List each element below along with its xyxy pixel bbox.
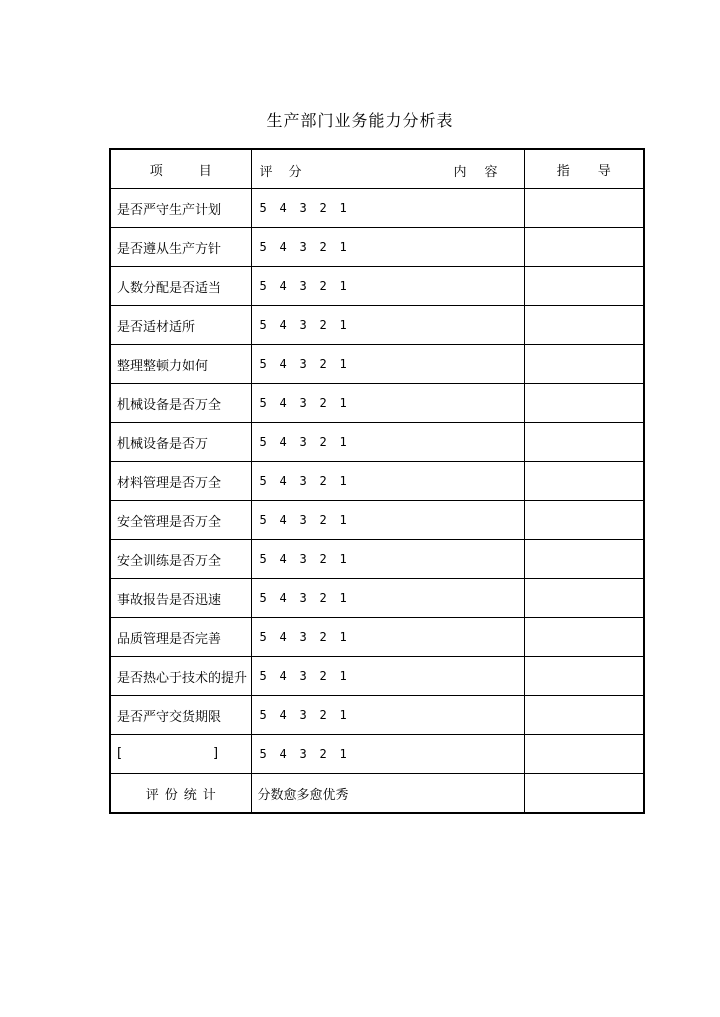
score-option[interactable]: 4 [279, 201, 287, 215]
score-option[interactable]: 5 [259, 708, 267, 722]
header-score: 评 分 [259, 165, 302, 180]
item-label: 机械设备是否万全 [110, 384, 251, 423]
score-option[interactable]: 3 [299, 474, 307, 488]
table-row [110, 189, 644, 228]
table-row [110, 579, 644, 618]
score-option[interactable]: 3 [299, 747, 307, 761]
total-row [110, 774, 644, 814]
score-option[interactable]: 4 [279, 318, 287, 332]
score-option[interactable]: 3 [299, 513, 307, 527]
score-option[interactable]: 1 [339, 357, 347, 371]
item-label: 事故报告是否迅速 [110, 579, 251, 618]
guide-cell[interactable] [524, 501, 644, 540]
score-option[interactable]: 1 [339, 708, 347, 722]
score-option[interactable]: 2 [319, 708, 327, 722]
score-option[interactable]: 3 [299, 708, 307, 722]
score-option[interactable]: 1 [339, 513, 347, 527]
guide-cell[interactable] [524, 579, 644, 618]
score-option[interactable]: 5 [259, 318, 267, 332]
score-option[interactable]: 2 [319, 669, 327, 683]
score-option[interactable]: 4 [279, 552, 287, 566]
table-row [110, 462, 644, 501]
score-option[interactable]: 5 [259, 279, 267, 293]
item-label: 是否热心于技术的提升 [110, 657, 251, 696]
header-score-content [251, 149, 524, 189]
score-option[interactable]: 3 [299, 669, 307, 683]
score-option[interactable]: 4 [279, 279, 287, 293]
score-option[interactable]: 2 [319, 201, 327, 215]
header-item: 项 目 [110, 149, 251, 189]
score-option[interactable]: 5 [259, 435, 267, 449]
score-option[interactable]: 4 [279, 396, 287, 410]
guide-cell[interactable] [524, 189, 644, 228]
score-option[interactable]: 1 [339, 318, 347, 332]
score-option[interactable]: 3 [299, 318, 307, 332]
score-cell [251, 267, 524, 306]
custom-row [110, 735, 644, 774]
header-content: 内 容 [453, 165, 498, 180]
guide-cell[interactable] [524, 618, 644, 657]
item-label: 是否严守生产计划 [110, 189, 251, 228]
score-option[interactable]: 4 [279, 513, 287, 527]
score-cell [251, 657, 524, 696]
table-row [110, 228, 644, 267]
score-option[interactable]: 4 [279, 591, 287, 605]
score-option[interactable]: 1 [339, 630, 347, 644]
guide-cell[interactable] [524, 267, 644, 306]
total-label: 评 份 统 计 [110, 774, 251, 814]
table-row [110, 306, 644, 345]
score-option[interactable]: 5 [259, 513, 267, 527]
score-option[interactable]: 2 [319, 591, 327, 605]
score-option[interactable]: 2 [319, 318, 327, 332]
table-row [110, 267, 644, 306]
item-label: 人数分配是否适当 [110, 267, 251, 306]
custom-guide-cell[interactable] [524, 735, 644, 774]
score-option[interactable]: 3 [299, 357, 307, 371]
score-option[interactable]: 2 [319, 435, 327, 449]
score-option[interactable]: 3 [299, 279, 307, 293]
evaluation-table [109, 148, 645, 814]
score-option[interactable]: 3 [299, 240, 307, 254]
score-option[interactable]: 2 [319, 279, 327, 293]
guide-cell[interactable] [524, 462, 644, 501]
table-row [110, 657, 644, 696]
score-option[interactable]: 2 [319, 474, 327, 488]
table-row [110, 384, 644, 423]
score-option[interactable]: 5 [259, 630, 267, 644]
score-option[interactable]: 1 [339, 474, 347, 488]
score-cell [251, 696, 524, 735]
score-option[interactable]: 2 [319, 240, 327, 254]
score-option[interactable]: 1 [339, 669, 347, 683]
score-option[interactable]: 5 [259, 591, 267, 605]
score-option[interactable]: 4 [279, 435, 287, 449]
score-cell [251, 579, 524, 618]
score-option[interactable]: 2 [319, 552, 327, 566]
item-label: 材料管理是否万全 [110, 462, 251, 501]
score-option[interactable]: 5 [259, 201, 267, 215]
score-option[interactable]: 2 [319, 630, 327, 644]
item-label: 是否严守交货期限 [110, 696, 251, 735]
guide-cell[interactable] [524, 657, 644, 696]
score-option[interactable]: 5 [259, 357, 267, 371]
score-option[interactable]: 4 [279, 357, 287, 371]
item-label: 是否遵从生产方针 [110, 228, 251, 267]
guide-cell[interactable] [524, 384, 644, 423]
score-cell [251, 345, 524, 384]
table-row [110, 696, 644, 735]
total-value: 分数愈多愈优秀 [251, 774, 524, 814]
score-cell [251, 189, 524, 228]
score-option[interactable]: 3 [299, 435, 307, 449]
score-option[interactable]: 5 [259, 240, 267, 254]
table-row [110, 345, 644, 384]
score-cell [251, 501, 524, 540]
guide-cell[interactable] [524, 345, 644, 384]
score-option[interactable]: 5 [259, 669, 267, 683]
score-option[interactable]: 1 [339, 435, 347, 449]
score-option[interactable]: 2 [319, 357, 327, 371]
score-option[interactable]: 2 [319, 513, 327, 527]
score-option[interactable]: 4 [279, 474, 287, 488]
score-option[interactable]: 4 [279, 669, 287, 683]
score-cell [251, 228, 524, 267]
table-row [110, 540, 644, 579]
score-option[interactable]: 1 [339, 396, 347, 410]
score-option[interactable]: 4 [279, 630, 287, 644]
score-cell [251, 618, 524, 657]
score-option[interactable]: 1 [339, 747, 347, 761]
score-option[interactable]: 4 [279, 708, 287, 722]
score-option[interactable]: 5 [259, 396, 267, 410]
score-cell [251, 306, 524, 345]
item-label: 安全管理是否万全 [110, 501, 251, 540]
item-label: 是否适材适所 [110, 306, 251, 345]
table-body [110, 189, 644, 814]
guide-cell[interactable] [524, 423, 644, 462]
table-header-row [110, 149, 644, 189]
score-cell [251, 384, 524, 423]
guide-cell[interactable] [524, 540, 644, 579]
score-option[interactable]: 3 [299, 630, 307, 644]
score-option[interactable]: 5 [259, 747, 267, 761]
score-option[interactable]: 5 [259, 474, 267, 488]
score-option[interactable]: 1 [339, 240, 347, 254]
score-option[interactable]: 1 [339, 552, 347, 566]
guide-cell[interactable] [524, 696, 644, 735]
score-option[interactable]: 3 [299, 201, 307, 215]
page-title: 生产部门业务能力分析表 [266, 111, 454, 130]
score-option[interactable]: 2 [319, 747, 327, 761]
score-option[interactable]: 3 [299, 591, 307, 605]
item-label: 品质管理是否完善 [110, 618, 251, 657]
item-label: 安全训练是否万全 [110, 540, 251, 579]
score-cell [251, 423, 524, 462]
score-option[interactable]: 1 [339, 591, 347, 605]
guide-cell[interactable] [524, 228, 644, 267]
score-option[interactable]: 1 [339, 201, 347, 215]
score-cell [251, 540, 524, 579]
total-guide-cell[interactable] [524, 774, 644, 814]
guide-cell[interactable] [524, 306, 644, 345]
score-option[interactable]: 2 [319, 396, 327, 410]
table-row [110, 501, 644, 540]
score-option[interactable]: 5 [259, 552, 267, 566]
header-guide: 指 导 [524, 149, 644, 189]
table-row [110, 423, 644, 462]
score-option[interactable]: 4 [279, 747, 287, 761]
score-option[interactable]: 3 [299, 552, 307, 566]
item-label: 机械设备是否万 [110, 423, 251, 462]
custom-score-cell [251, 735, 524, 774]
score-option[interactable]: 1 [339, 279, 347, 293]
score-cell [251, 462, 524, 501]
score-option[interactable]: 4 [279, 240, 287, 254]
item-label: 整理整顿力如何 [110, 345, 251, 384]
table-row [110, 618, 644, 657]
custom-item-cell[interactable]: [ ] [110, 735, 251, 774]
score-option[interactable]: 3 [299, 396, 307, 410]
